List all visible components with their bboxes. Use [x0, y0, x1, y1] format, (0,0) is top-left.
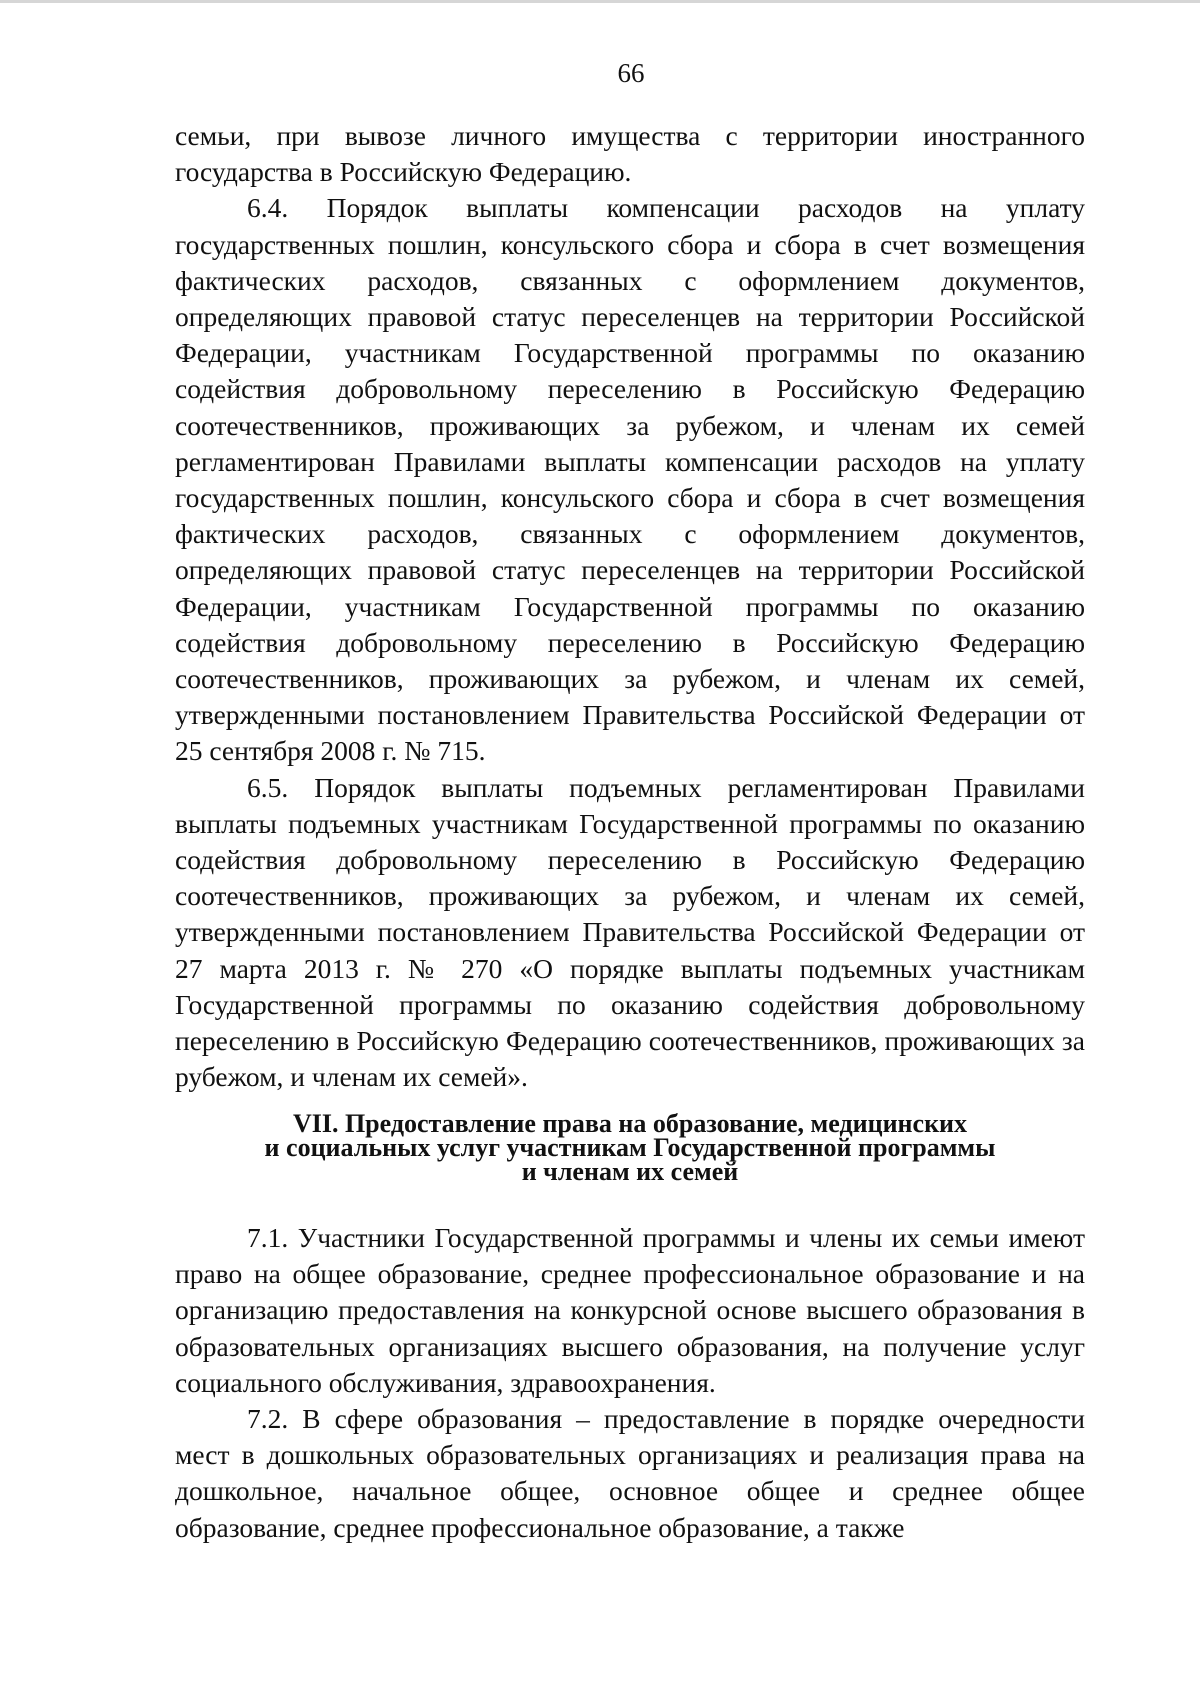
- body-block-section-7: [175, 1220, 1085, 1546]
- paragraph-continuation: семьи, при вывозе личного имущества с территории иностранного государства в Российскую Федерацию.: [175, 120, 1085, 188]
- heading-line-1: VII. Предоставление права на образование, медицинских: [292, 1109, 968, 1138]
- scan-top-edge: [0, 0, 1200, 3]
- page-number: 66: [617, 58, 645, 88]
- paragraph-7-1: 7.1. Участники Государственной программы и члены их семьи имеют право на общее образование, среднее профессиональное образование и на организацию предоставления на конкурсной основе высшего образования в образовательных организациях высшего образования, на получение услуг социального обслуживания, здравоохранения.: [175, 1222, 1085, 1398]
- section-heading-vii: [175, 1109, 1085, 1186]
- paragraph-6-5: 6.5. Порядок выплаты подъемных регламентирован Правилами выплаты подъемных участникам Государственной программы по оказанию содействия добровольному переселению в Российскую Федерацию соотечественников, проживающих за рубежом, и членам их семей, утвержденными постановлением Правительства Российской Федерации от 27 марта 2013 г. № 270 «О порядке выплаты подъемных участникам Государственной программы по оказанию содействия добровольному переселению в Российскую Федерацию соотечественников, проживающих за рубежом, и членам их семей».: [175, 771, 1085, 1093]
- paragraph-7-2: 7.2. В сфере образования – предоставление в порядке очередности мест в дошкольных образовательных организациях и реализация права на дошкольное, начальное общее, основное общее и среднее общее образование, среднее профессиональное образование, а также: [175, 1403, 1085, 1543]
- heading-line-3: и членам их семей: [521, 1157, 739, 1186]
- body-block-section-6: [175, 118, 1085, 1095]
- heading-line-2: и социальных услуг участникам Государственной программы: [264, 1133, 996, 1162]
- paragraph-6-4: 6.4. Порядок выплаты компенсации расходов на уплату государственных пошлин, консульского сбора и сбора в счет возмещения фактических расходов, связанных с оформлением документов, определяющих правовой статус переселенцев на территории Российской Федерации, участникам Государственной программы по оказанию содействия добровольному переселению в Российскую Федерацию соотечественников, проживающих за рубежом, и членам их семей регламентирован Правилами выплаты компенсации расходов на уплату государственных пошлин, консульского сбора и сбора в счет возмещения фактических расходов, связанных с оформлением документов, определяющих правовой статус переселенцев на территории Российской Федерации, участникам Государственной программы по оказанию содействия добровольному переселению в Российскую Федерацию соотечественников, проживающих за рубежом, и членам их семей, утвержденными постановлением Правительства Российской Федерации от 25 сентября 2008 г. № 715.: [175, 192, 1085, 767]
